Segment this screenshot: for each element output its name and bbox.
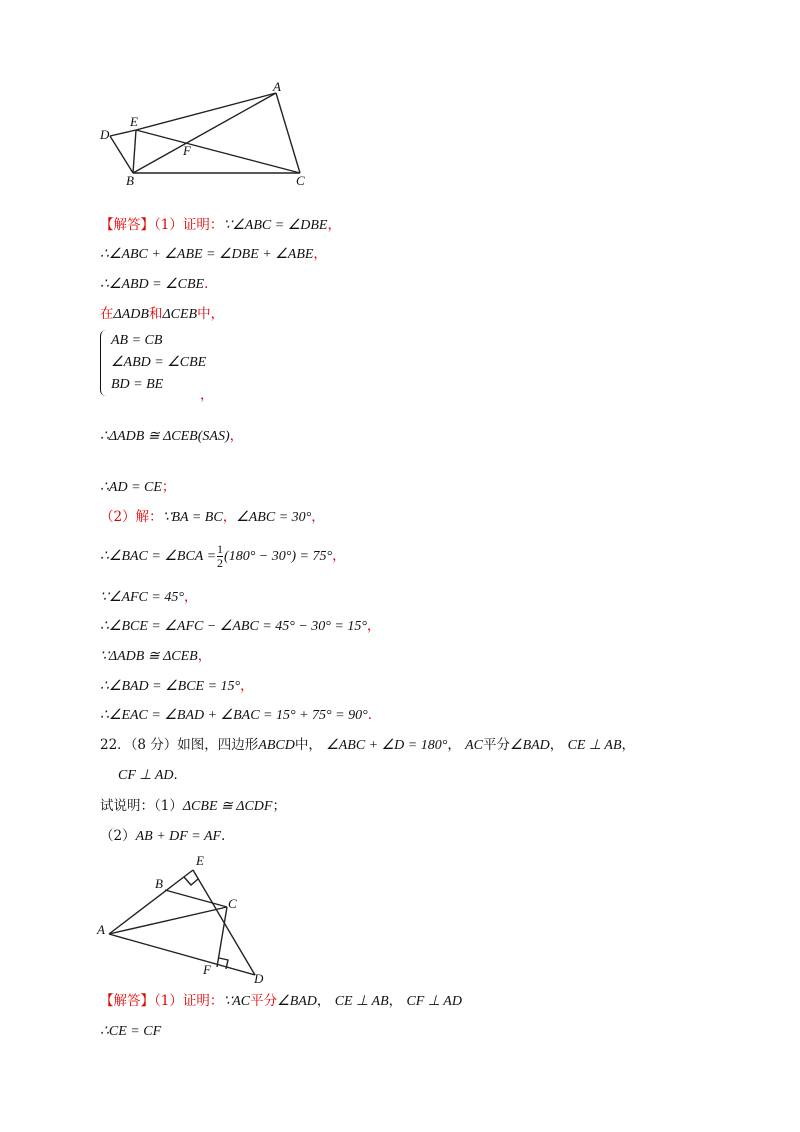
math-expr: ∠ABC = 30°: [236, 510, 312, 525]
text: 中，: [294, 737, 322, 753]
sol2-line-2: [100, 1022, 161, 1041]
question-number: 22．（8 分）如图，四边形: [100, 737, 259, 753]
ask-label: （2）: [100, 828, 136, 844]
part2-label: （2）解：: [100, 509, 163, 525]
label-D: D: [254, 971, 264, 985]
punct: ，: [316, 993, 331, 1009]
math-expr: CF ⊥ AD: [406, 994, 462, 1009]
punct: ，: [197, 648, 212, 664]
math-expr: AB + DF = AF: [135, 829, 222, 844]
math-expr: ∵∠ABC = ∠DBE: [223, 218, 328, 233]
math-expr: ∴ΔADB ≅ ΔCEB(SAS): [100, 429, 230, 444]
sol1-line-13: [100, 706, 381, 725]
math-expr: (180° − 30°) = 75°: [224, 549, 333, 564]
figure-1: [95, 78, 315, 188]
label-A: A: [97, 922, 105, 937]
punct: ．: [204, 276, 218, 292]
punct: ．: [221, 828, 235, 844]
label-A: A: [273, 79, 281, 94]
math-expr: ∵∠AFC = 45°: [100, 590, 184, 605]
math-expr: ∴∠EAC = ∠BAD + ∠BAC = 15° + 75° = 90°: [100, 708, 368, 723]
figure-2: [95, 850, 275, 985]
math-expr: CF ⊥ AD: [118, 768, 174, 783]
math-expr: ΔADB: [113, 307, 149, 322]
label-B: B: [155, 876, 163, 891]
condition: BD = BE: [111, 377, 164, 392]
math-expr: ∠BAD: [277, 994, 317, 1009]
sol1-line-11: [100, 647, 211, 666]
math-expr: ∴CE = CF: [100, 1024, 162, 1039]
condition: AB = CB: [111, 333, 163, 348]
text: 和: [148, 306, 163, 322]
math-expr: CE ⊥ AB: [567, 738, 622, 753]
math-expr: ΔCEB: [162, 307, 198, 322]
text: 平分: [483, 737, 511, 753]
punct: ；: [272, 798, 286, 814]
punct: ，: [366, 618, 381, 634]
congruence-conditions: [100, 330, 206, 396]
punct: ，: [311, 509, 325, 525]
text: 平分: [250, 993, 278, 1009]
math-expr: ∠BAD: [510, 738, 550, 753]
solution-header: 【解答】: [100, 993, 154, 1009]
sol1-line-7: [100, 508, 325, 527]
figure-2-drawing: [95, 850, 275, 985]
label-C: C: [228, 896, 237, 911]
sol1-line-1: [100, 216, 341, 235]
sol1-line-4: [100, 305, 224, 324]
q22-ask-2: [100, 827, 235, 846]
q22-line-2: [118, 766, 187, 785]
text: 中，: [197, 306, 225, 322]
punct: ，: [183, 589, 198, 605]
punct: ，: [327, 217, 341, 233]
math-expr: ∴∠BCE = ∠AFC − ∠ABC = 45° − 30° = 15°: [100, 619, 367, 634]
condition: ∠ABD = ∠CBE: [111, 355, 207, 370]
fraction-numerator: 1: [217, 542, 224, 556]
punct: ，: [332, 548, 346, 564]
punct: ，: [549, 737, 564, 753]
math-expr: ∴∠ABC + ∠ABE = ∠DBE + ∠ABE: [100, 247, 314, 262]
punct: ，: [621, 737, 636, 753]
math-expr: ∵ΔADB ≅ ΔCEB: [100, 649, 198, 664]
part1-label: （1）证明：: [154, 993, 224, 1009]
text: 在: [100, 306, 114, 322]
brace-end-punct: ，: [200, 387, 214, 403]
sol1-line-6: [100, 478, 175, 497]
math-expr: ∴∠BAC = ∠BCA =: [100, 549, 217, 564]
label-F: F: [183, 143, 191, 158]
punct: ，: [240, 678, 254, 694]
math-expr: ∴∠BAD = ∠BCE = 15°: [100, 679, 241, 694]
punct: ，: [313, 246, 327, 262]
sol1-line-9: [100, 588, 197, 607]
solution-header: 【解答】: [100, 217, 154, 233]
punct: ，: [447, 737, 461, 753]
math-expr: ∴AD = CE: [100, 480, 162, 495]
sol1-line-3: [100, 275, 218, 294]
fraction-denominator: 2: [217, 556, 224, 570]
punct: ．: [367, 707, 382, 723]
punct: ，: [388, 993, 403, 1009]
sol1-line-12: [100, 677, 254, 696]
sol1-line-10: [100, 617, 380, 636]
math-expr: ΔCBE ≅ ΔCDF: [182, 799, 273, 814]
fraction: [217, 543, 223, 570]
label-F: F: [203, 962, 211, 977]
math-expr: AC: [465, 738, 484, 753]
brace-lines: [100, 330, 206, 396]
label-D: D: [100, 127, 110, 142]
part1-label: （1）证明：: [154, 217, 224, 233]
sol1-line-8: [100, 543, 346, 570]
ask-label: 试说明：（1）: [100, 798, 183, 814]
q22-ask-1: [100, 797, 286, 816]
sol2-line-1: [100, 992, 462, 1011]
label-E: E: [196, 853, 204, 868]
figure-1-drawing: [95, 78, 315, 188]
q22-line-1: [100, 736, 635, 755]
sol1-line-5: [100, 427, 243, 446]
label-B: B: [126, 173, 134, 188]
math-expr: ∵AC: [223, 994, 251, 1009]
math-expr: ∴∠ABD = ∠CBE: [100, 277, 205, 292]
math-expr: ∵BA = BC: [162, 510, 223, 525]
math-expr: ABCD: [258, 738, 295, 753]
label-E: E: [130, 114, 138, 129]
sol1-line-2: [100, 245, 327, 264]
punct: ，: [229, 428, 244, 444]
punct: ．: [173, 767, 187, 783]
punct: ，: [222, 509, 237, 525]
math-expr: ∠ABC + ∠D = 180°: [326, 738, 448, 753]
label-C: C: [296, 173, 305, 188]
math-expr: CE ⊥ AB: [334, 994, 389, 1009]
punct: ；: [161, 479, 176, 495]
